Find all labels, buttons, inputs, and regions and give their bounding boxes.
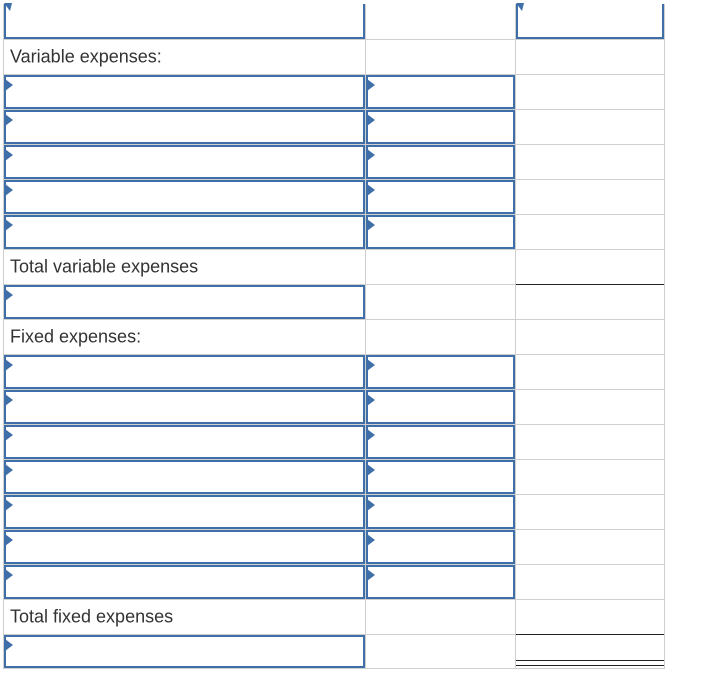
fixed-expense-amount-input[interactable] (366, 530, 515, 564)
subtotal-rule (516, 284, 664, 285)
variable-expense-row-5 (3, 214, 667, 249)
dropdown-marker-icon (367, 219, 375, 231)
total-variable-expenses-value-cell (515, 249, 665, 284)
dropdown-marker-icon (367, 114, 375, 126)
variable-expense-amount-cell[interactable] (365, 109, 515, 144)
dropdown-marker-icon (5, 394, 13, 406)
dropdown-marker-icon (516, 3, 524, 11)
fixed-expense-label-input[interactable] (4, 495, 365, 529)
dropdown-marker-icon (367, 184, 375, 196)
dropdown-marker-icon (5, 184, 13, 196)
fixed-expense-row-3 (3, 424, 667, 459)
variable-expense-amount-input[interactable] (366, 215, 515, 249)
empty-cell (515, 389, 665, 424)
dropdown-marker-icon (5, 569, 13, 581)
worksheet-row-fixed-header (3, 319, 667, 354)
fixed-expense-label-cell[interactable] (3, 389, 365, 424)
empty-cell (365, 284, 515, 319)
worksheet-row-total-variable (3, 249, 667, 284)
worksheet-row-margin (3, 284, 667, 319)
fixed-expense-amount-cell[interactable] (365, 529, 515, 564)
dropdown-marker-icon (367, 569, 375, 581)
fixed-expense-amount-input[interactable] (366, 425, 515, 459)
heading-label-input[interactable] (4, 4, 365, 39)
net-result-label-cell[interactable] (3, 634, 365, 669)
empty-cell (515, 109, 665, 144)
variable-expense-amount-input[interactable] (366, 110, 515, 144)
variable-expense-label-cell[interactable] (3, 144, 365, 179)
empty-cell (515, 529, 665, 564)
total-fixed-expenses-label-cell (3, 599, 365, 634)
dropdown-marker-icon (367, 79, 375, 91)
dropdown-marker-icon (367, 149, 375, 161)
total-variable-expenses-label: Total variable expenses (10, 256, 199, 277)
fixed-expense-amount-input[interactable] (366, 355, 515, 389)
variable-expense-label-cell[interactable] (3, 214, 365, 249)
subtotal-rule (516, 634, 664, 635)
dropdown-marker-icon (5, 289, 13, 301)
variable-expense-amount-input[interactable] (366, 145, 515, 179)
empty-cell (365, 319, 515, 354)
variable-expense-amount-cell[interactable] (365, 74, 515, 109)
net-result-label-input[interactable] (4, 635, 365, 668)
margin-value-cell (515, 284, 665, 319)
dropdown-marker-icon (5, 359, 13, 371)
heading-amount-cell (365, 4, 515, 39)
fixed-expense-row-4 (3, 459, 667, 494)
dropdown-marker-icon (5, 639, 13, 651)
fixed-expense-amount-cell[interactable] (365, 354, 515, 389)
fixed-expense-label-input[interactable] (4, 530, 365, 564)
empty-cell (515, 459, 665, 494)
worksheet-row-heading-inputs (3, 4, 667, 39)
variable-expense-label-cell[interactable] (3, 74, 365, 109)
margin-label-input[interactable] (4, 285, 365, 319)
variable-expense-label-input[interactable] (4, 75, 365, 109)
fixed-expense-row-5 (3, 494, 667, 529)
margin-label-cell[interactable] (3, 284, 365, 319)
dropdown-marker-icon (5, 499, 13, 511)
empty-cell (515, 39, 665, 74)
fixed-expense-label-cell[interactable] (3, 354, 365, 389)
fixed-expense-row-2 (3, 389, 667, 424)
fixed-expense-amount-cell[interactable] (365, 389, 515, 424)
variable-expense-row-3 (3, 144, 667, 179)
variable-expense-label-input[interactable] (4, 215, 365, 249)
fixed-expenses-header-cell (3, 319, 365, 354)
worksheet-row-total-fixed (3, 599, 667, 634)
empty-cell (515, 144, 665, 179)
fixed-expense-amount-input[interactable] (366, 390, 515, 424)
fixed-expense-amount-cell[interactable] (365, 564, 515, 599)
fixed-expense-label-cell[interactable] (3, 529, 365, 564)
income-statement-worksheet (3, 4, 667, 669)
dropdown-marker-icon (367, 499, 375, 511)
variable-expense-row-4 (3, 179, 667, 214)
fixed-expenses-header: Fixed expenses: (10, 326, 142, 347)
variable-expenses-header-cell (3, 39, 365, 74)
fixed-expense-label-cell[interactable] (3, 564, 365, 599)
dropdown-marker-icon (5, 114, 13, 126)
dropdown-marker-icon (5, 219, 13, 231)
double-underline-rule (516, 660, 664, 666)
variable-expense-amount-cell[interactable] (365, 179, 515, 214)
dropdown-marker-icon (5, 464, 13, 476)
variable-expenses-header: Variable expenses: (10, 46, 162, 67)
fixed-expense-amount-cell[interactable] (365, 494, 515, 529)
fixed-expense-label-input[interactable] (4, 355, 365, 389)
fixed-expense-amount-cell[interactable] (365, 424, 515, 459)
dropdown-marker-icon (5, 149, 13, 161)
dropdown-marker-icon (367, 394, 375, 406)
dropdown-marker-icon (5, 429, 13, 441)
fixed-expense-label-cell[interactable] (3, 494, 365, 529)
dropdown-marker-icon (367, 359, 375, 371)
empty-cell (365, 599, 515, 634)
variable-expense-amount-input[interactable] (366, 75, 515, 109)
empty-cell (365, 39, 515, 74)
total-fixed-expenses-value-cell (515, 599, 665, 634)
total-fixed-expenses-label: Total fixed expenses (10, 606, 174, 627)
heading-total-cell[interactable] (515, 4, 665, 39)
fixed-expense-amount-cell[interactable] (365, 459, 515, 494)
variable-expense-label-input[interactable] (4, 180, 365, 214)
dropdown-marker-icon (5, 79, 13, 91)
fixed-expense-label-cell[interactable] (3, 424, 365, 459)
dropdown-marker-icon (5, 534, 13, 546)
heading-total-input[interactable] (516, 4, 664, 39)
empty-cell (515, 564, 665, 599)
empty-cell (515, 179, 665, 214)
empty-cell (365, 249, 515, 284)
empty-cell (515, 319, 665, 354)
total-variable-expenses-label-cell (3, 249, 365, 284)
fixed-expense-amount-input[interactable] (366, 495, 515, 529)
dropdown-marker-icon (4, 3, 12, 11)
fixed-expense-amount-input[interactable] (366, 565, 515, 599)
empty-cell (515, 214, 665, 249)
empty-cell (515, 354, 665, 389)
variable-expense-row-2 (3, 109, 667, 144)
variable-expense-label-input[interactable] (4, 110, 365, 144)
variable-expense-amount-input[interactable] (366, 180, 515, 214)
variable-expense-label-cell[interactable] (3, 109, 365, 144)
heading-label-cell[interactable] (3, 4, 365, 39)
dropdown-marker-icon (367, 429, 375, 441)
empty-cell (365, 634, 515, 669)
variable-expense-label-cell[interactable] (3, 179, 365, 214)
empty-cell (515, 494, 665, 529)
fixed-expense-label-input[interactable] (4, 460, 365, 494)
dropdown-marker-icon (367, 464, 375, 476)
variable-expense-row-1 (3, 74, 667, 109)
empty-cell (515, 424, 665, 459)
dropdown-marker-icon (367, 534, 375, 546)
fixed-expense-label-input[interactable] (4, 565, 365, 599)
net-result-value-cell (515, 634, 665, 669)
fixed-expense-label-input[interactable] (4, 390, 365, 424)
fixed-expense-label-input[interactable] (4, 425, 365, 459)
fixed-expense-row-6 (3, 529, 667, 564)
empty-cell (515, 74, 665, 109)
fixed-expense-row-7 (3, 564, 667, 599)
fixed-expense-label-cell[interactable] (3, 459, 365, 494)
variable-expense-label-input[interactable] (4, 145, 365, 179)
variable-expense-amount-cell[interactable] (365, 214, 515, 249)
fixed-expense-amount-input[interactable] (366, 460, 515, 494)
variable-expense-amount-cell[interactable] (365, 144, 515, 179)
worksheet-row-net-result (3, 634, 667, 669)
fixed-expense-row-1 (3, 354, 667, 389)
worksheet-row-variable-header (3, 39, 667, 74)
